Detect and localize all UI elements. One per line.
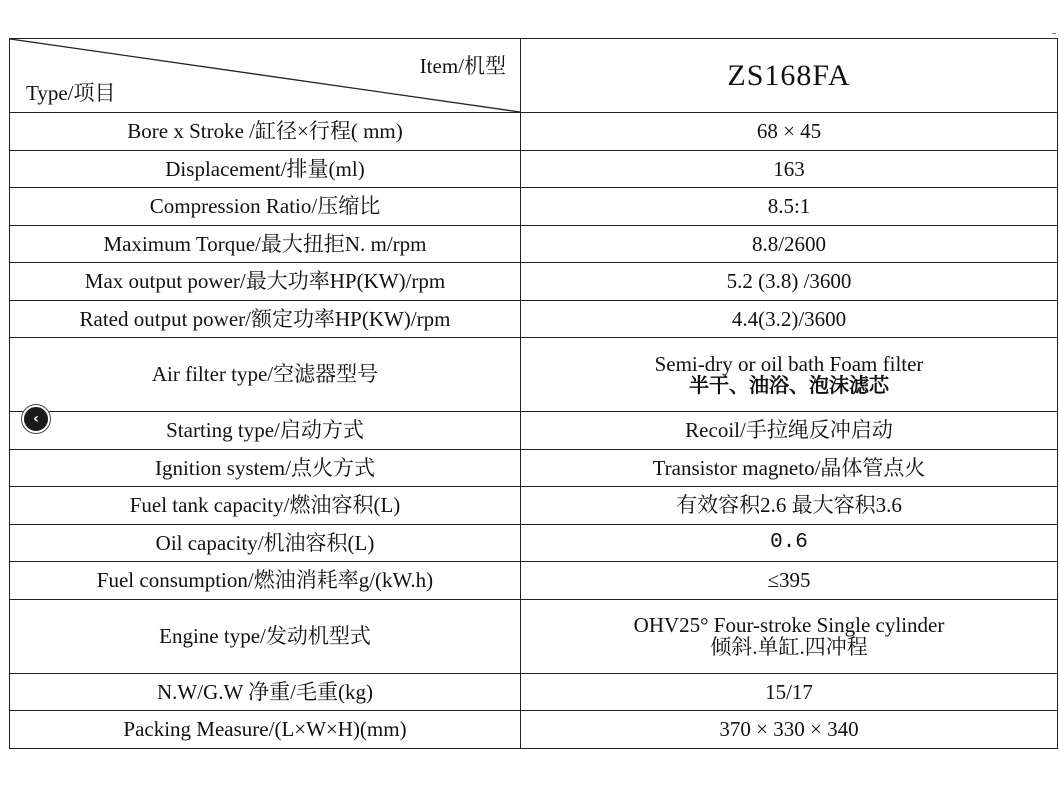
spec-table bbox=[9, 38, 1058, 749]
table-row bbox=[10, 449, 1058, 487]
chevron-left-icon[interactable]: ‹ bbox=[22, 405, 50, 433]
row-label: Engine type/发动机型式 bbox=[10, 599, 521, 673]
model-name: ZS168FA bbox=[521, 39, 1058, 113]
row-value: 163 bbox=[521, 150, 1058, 188]
row-value: 15/17 bbox=[521, 673, 1058, 711]
row-label: Fuel consumption/燃油消耗率g/(kW.h) bbox=[10, 562, 521, 600]
header-row bbox=[10, 39, 1058, 113]
row-label: Ignition system/点火方式 bbox=[10, 449, 521, 487]
row-value-line-en: OHV25° Four-stroke Single cylinder bbox=[633, 612, 945, 637]
table-row bbox=[10, 338, 1058, 412]
row-label: Starting type/启动方式 bbox=[10, 412, 521, 450]
row-value: 4.4(3.2)/3600 bbox=[521, 300, 1058, 338]
row-value-line-zh: 半干、油浴、泡沫滤芯 bbox=[689, 373, 889, 398]
table-row bbox=[10, 562, 1058, 600]
row-value: 0.6 bbox=[521, 524, 1058, 562]
row-label: Displacement/排量(ml) bbox=[10, 150, 521, 188]
row-label: Rated output power/额定功率HP(KW)/rpm bbox=[10, 300, 521, 338]
table-row bbox=[10, 412, 1058, 450]
row-value: Recoil/手拉绳反冲启动 bbox=[521, 412, 1058, 450]
item-header-label: Item/机型 bbox=[419, 54, 506, 78]
table-row bbox=[10, 225, 1058, 263]
table-row bbox=[10, 487, 1058, 525]
row-value: ≤395 bbox=[521, 562, 1058, 600]
row-value bbox=[521, 599, 1058, 673]
row-label: Compression Ratio/压缩比 bbox=[10, 188, 521, 226]
row-value-line-zh: 倾斜.单缸.四冲程 bbox=[710, 635, 868, 659]
row-label: Oil capacity/机油容积(L) bbox=[10, 524, 521, 562]
row-label: Max output power/最大功率HP(KW)/rpm bbox=[10, 263, 521, 301]
table-row bbox=[10, 673, 1058, 711]
table-row bbox=[10, 188, 1058, 226]
table-row bbox=[10, 263, 1058, 301]
row-value: 68 × 45 bbox=[521, 113, 1058, 151]
table-row bbox=[10, 711, 1058, 749]
row-label: Air filter type/空滤器型号 bbox=[10, 338, 521, 412]
row-label: Fuel tank capacity/燃油容积(L) bbox=[10, 487, 521, 525]
row-label: Bore x Stroke /缸径×行程( mm) bbox=[10, 113, 521, 151]
row-label: Maximum Torque/最大扭拒N. m/rpm bbox=[10, 225, 521, 263]
diagonal-header-cell bbox=[10, 39, 521, 113]
table-row bbox=[10, 524, 1058, 562]
row-value: 370 × 330 × 340 bbox=[521, 711, 1058, 749]
table-row bbox=[10, 300, 1058, 338]
table-row bbox=[10, 599, 1058, 673]
row-value: 8.5:1 bbox=[521, 188, 1058, 226]
row-label: N.W/G.W 净重/毛重(kg) bbox=[10, 673, 521, 711]
edge-mark bbox=[1052, 33, 1056, 34]
row-value: 8.8/2600 bbox=[521, 225, 1058, 263]
row-value bbox=[521, 338, 1058, 412]
row-label: Packing Measure/(L×W×H)(mm) bbox=[10, 711, 521, 749]
table-row bbox=[10, 150, 1058, 188]
row-value: 5.2 (3.8) /3600 bbox=[521, 263, 1058, 301]
table-row bbox=[10, 113, 1058, 151]
type-header-label: Type/项目 bbox=[26, 80, 116, 105]
row-value: 有效容积2.6 最大容积3.6 bbox=[521, 487, 1058, 525]
row-value-line-en: Semi-dry or oil bath Foam filter bbox=[654, 351, 924, 376]
row-value: Transistor magneto/晶体管点火 bbox=[521, 449, 1058, 487]
